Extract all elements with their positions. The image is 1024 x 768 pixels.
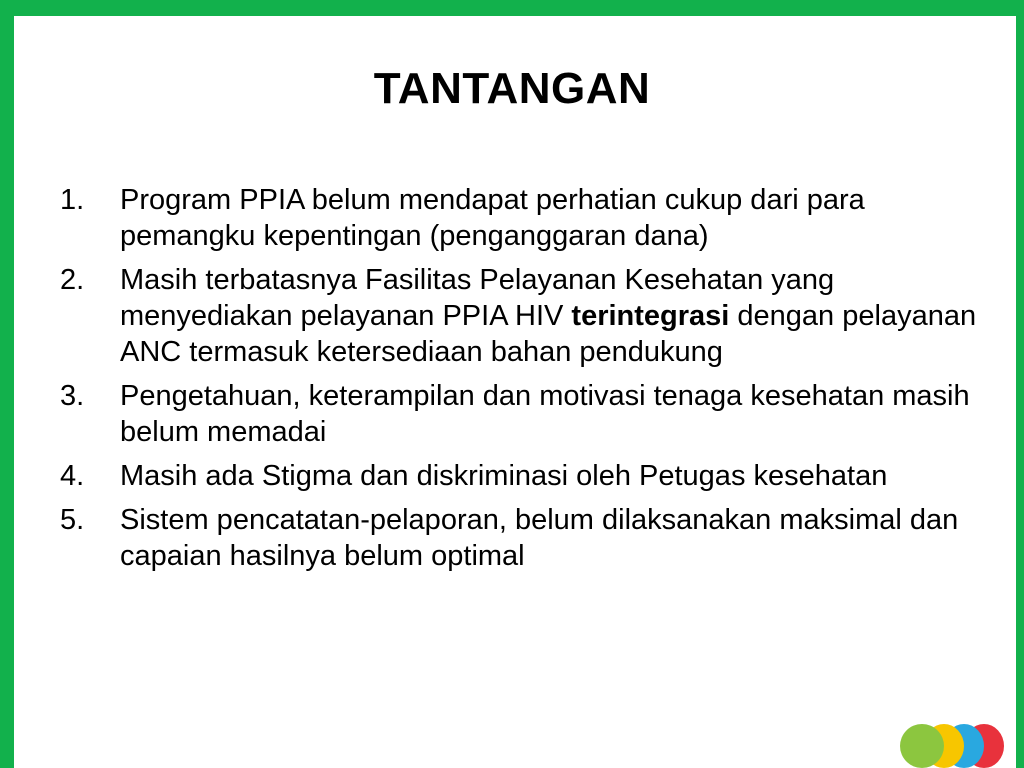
challenge-list: [54, 182, 984, 582]
list-item-number: 3.: [60, 380, 85, 412]
list-item: [54, 458, 984, 494]
list-item-number: 4.: [60, 460, 85, 492]
list-item-text-end: dengan pelayanan ANC termasuk ketersediaan bahan pendukung: [120, 300, 977, 368]
list-item-text: [120, 264, 976, 368]
list-item-number: 1.: [60, 184, 85, 216]
list-item: [54, 502, 984, 574]
slide-title: TANTANGAN: [373, 64, 651, 113]
list-item: [54, 378, 984, 450]
list-item-text: Pengetahuan, keterampilan dan motivasi tenaga kesehatan masih belum memadai: [120, 380, 970, 448]
logo-circle-green: [900, 724, 944, 768]
list-item-text-bold: terintegrasi: [571, 300, 730, 332]
list-item-text: Sistem pencatatan-pelaporan, belum dilaksanakan maksimal dan capaian hasilnya belum optimal: [120, 504, 959, 572]
list-item: [54, 182, 984, 254]
slide-border-top: [0, 0, 1024, 16]
list-item-text: Masih ada Stigma dan diskriminasi oleh Petugas kesehatan: [120, 460, 888, 492]
slide-border-right: [1016, 0, 1024, 768]
list-item-text-start: Masih terbatasnya Fasilitas Pelayanan Kesehatan yang menyediakan pelayanan PPIA HIV: [120, 264, 835, 332]
list-item: [54, 262, 984, 370]
slide-border-left: [0, 0, 14, 768]
colored-circles-logo-icon: [876, 718, 1016, 768]
list-item-number: 5.: [60, 504, 85, 536]
list-item-number: 2.: [60, 264, 85, 296]
list-item-text: Program PPIA belum mendapat perhatian cukup dari para pemangku kepentingan (penganggaran dana): [120, 184, 865, 252]
